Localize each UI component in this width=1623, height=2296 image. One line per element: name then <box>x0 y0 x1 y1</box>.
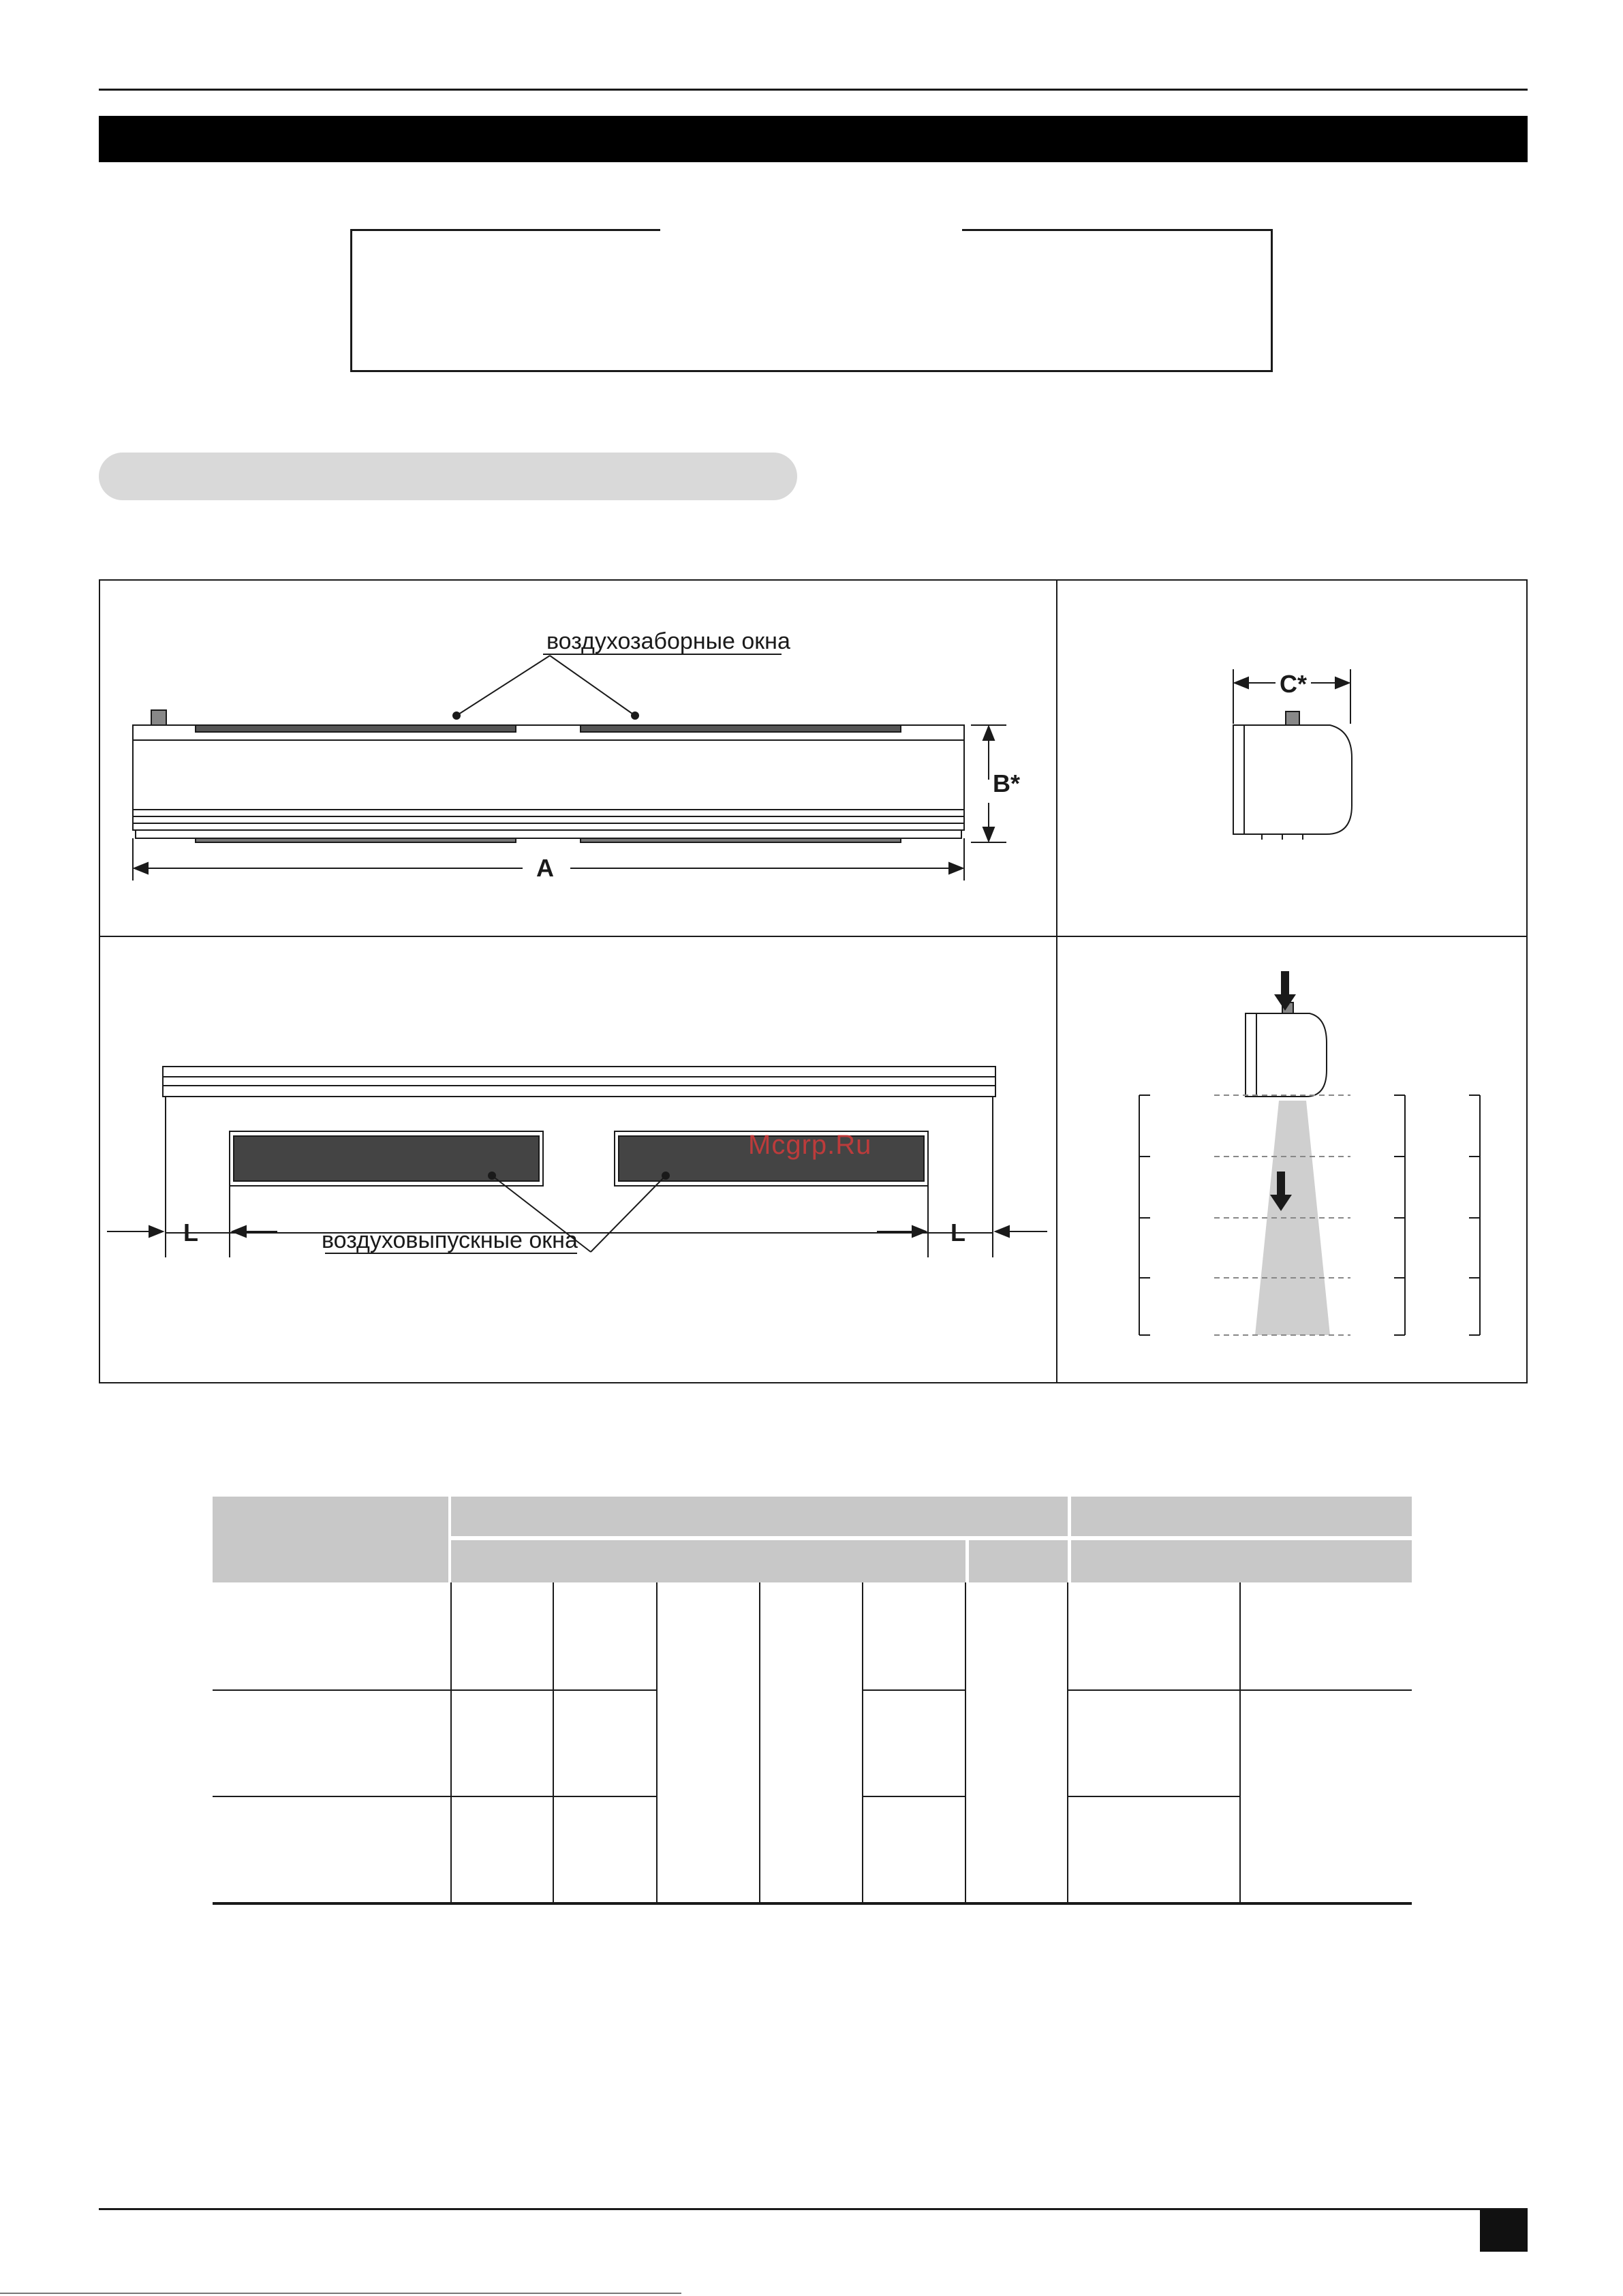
table-header-group-1 <box>451 1497 1068 1536</box>
watermark: Mcgrp.Ru <box>748 1130 872 1160</box>
table-subheader-3 <box>1071 1540 1412 1582</box>
air-intake-label: воздухозаборные окна <box>546 628 790 654</box>
section-header-bar <box>99 116 1528 162</box>
spec-table <box>213 1497 1412 1905</box>
top-rule <box>99 89 1528 91</box>
dim-b-label: B* <box>993 769 1021 797</box>
scan-edge-line <box>0 2293 681 2294</box>
outlet-view-drawing <box>100 937 1055 1382</box>
notice-box <box>350 229 1273 372</box>
page-number-box <box>1480 2209 1528 2252</box>
dim-c-label: C* <box>1280 670 1308 698</box>
table-header-model-cell <box>213 1497 448 1582</box>
table-subheader-1 <box>451 1540 965 1582</box>
front-view-drawing <box>100 581 1055 935</box>
air-outlet-label: воздуховыпускные окна <box>322 1227 578 1253</box>
bottom-rule <box>99 2208 1528 2210</box>
side-view-drawing <box>1057 581 1526 935</box>
notice-box-top-left <box>350 229 660 231</box>
table-subheader-2 <box>969 1540 1068 1582</box>
dim-l-left-label: L <box>183 1219 198 1246</box>
section-title-pill <box>99 453 797 500</box>
airflow-diagram <box>1057 937 1526 1382</box>
dim-a-label: A <box>536 854 554 882</box>
notice-box-top-right <box>962 229 1273 231</box>
dim-l-right-label: L <box>950 1219 965 1246</box>
table-header-group-2 <box>1071 1497 1412 1536</box>
